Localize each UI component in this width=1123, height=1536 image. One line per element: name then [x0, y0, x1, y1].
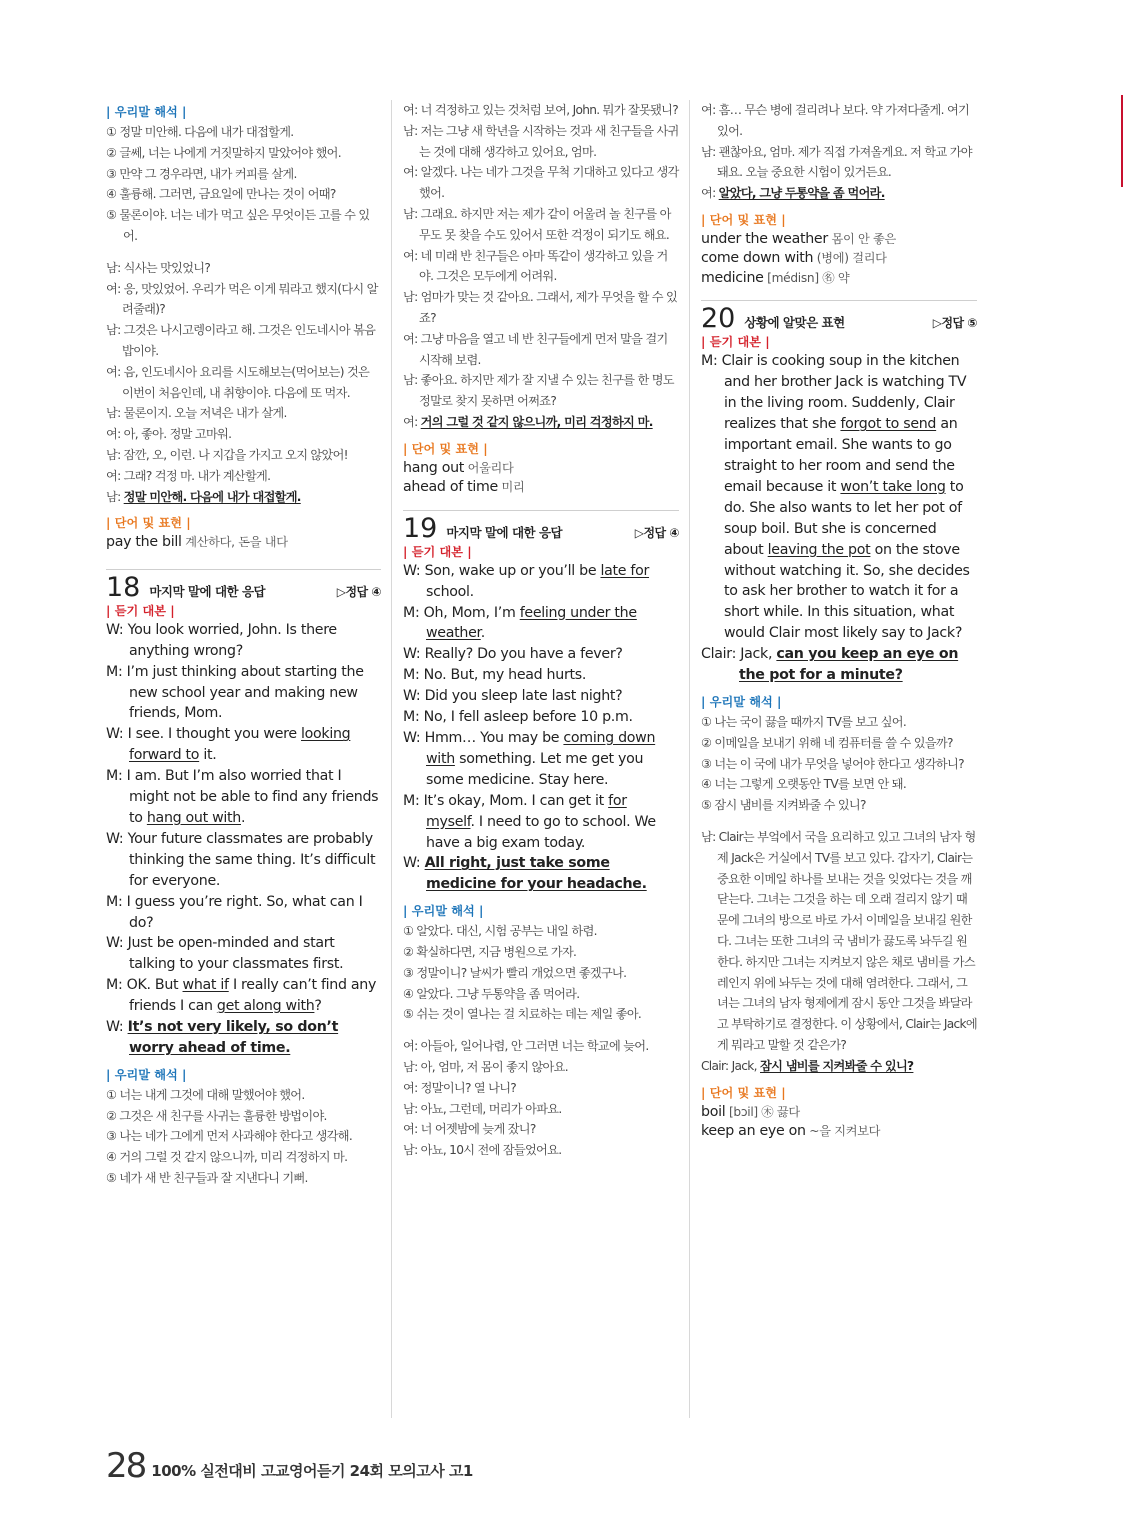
choice-item: ④ 훌륭해. 그러면, 금요일에 만나는 것이 어때?	[106, 187, 336, 202]
korean-script-17	[106, 258, 381, 508]
listening-script-header: | 듣기 대본 |	[106, 603, 175, 618]
translation-header: | 우리말 해석 |	[106, 105, 187, 119]
english-script-18: W: You look worried, John. Is there anything wrong? M: I’m just thinking about starting the new school year and making new friends, Mom. W: I see. I thought you were looking forward to it. M: I am. But I’m also worried that I might not be able to find any friends to hang out with. W: Your future classmates are probably thinking the same thing. It’s difficult for everyone. M: I guess you’re right. So, what can I do? W: Just be open-minded and start talking to your classmates first. M: OK. But what if I really can’t find any friends I can get along with? W: It’s not very likely, so don’t worry ahead of time.	[106, 621, 379, 1056]
choice-item: ① 나는 국이 끓을 때까지 TV를 보고 싶어.	[701, 714, 907, 729]
korean-script-20	[701, 827, 977, 1077]
page-footer	[106, 1448, 473, 1484]
translation-header: | 우리말 해석 |	[701, 694, 782, 709]
vocab-item: keep an eye on ~을 지켜보다	[701, 1123, 881, 1140]
script-line: 남: 물론이지. 오늘 저녁은 내가 살게.	[106, 406, 287, 421]
script-line: 여: 그냥 마음을 열고 네 반 친구들에게 먼저 말을 걸기 시작해 보렴.	[403, 331, 668, 367]
script-line: 남: 저는 그냥 새 학년을 시작하는 것과 새 친구들을 사귀는 것에 대해 생각하고 있어요, 엄마.	[403, 123, 679, 159]
korean-script-19-end	[701, 100, 977, 204]
column-middle	[403, 100, 679, 1161]
choice-item: ② 확실하다면, 지금 병원으로 가자.	[403, 945, 577, 960]
script-line: 여: 그래? 걱정 마. 내가 계산할게.	[106, 468, 271, 483]
script-line: 여: 네 미래 반 친구들은 아마 똑같이 생각하고 있을 거야. 그것은 모두에게 어려워.	[403, 248, 668, 284]
choice-item: ① 정말 미안해. 다음에 내가 대접할게.	[106, 125, 294, 139]
section-number: 20	[701, 303, 736, 335]
vocab-item: hang out 어울리다	[403, 459, 514, 476]
choice-item: ① 알았다. 대신, 시험 공부는 내일 하렴.	[403, 924, 597, 939]
column-right	[701, 100, 977, 1142]
script-answer-line: Clair: Jack, 잠시 냄비를 지켜봐줄 수 있니?	[701, 1058, 914, 1073]
script-line: 남: 식사는 맛있었니?	[106, 260, 211, 275]
script-answer-line: 여: 알았다, 그냥 두통약을 좀 먹어라.	[701, 186, 885, 201]
english-script-20: M: Clair is cooking soup in the kitchen and her brother Jack is watching TV in the living room. Suddenly, Clair realizes that she forgot to send an important email. She wants to go straight to her room and send the email because it won’t take long to do. She also wants to let her pot of soup boil. But she is concerned about leaving the pot on the stove without watching it. So, she decides to ask her brother to watch it for a short while. In this situation, what would Clair most likely say to Jack? Clair: Jack, can you keep an eye on the pot for a minute?	[701, 353, 970, 684]
choice-item: ⑤ 물론이야. 너는 네가 먹고 싶은 무엇이든 고를 수 있어.	[106, 208, 370, 243]
column-divider	[391, 100, 392, 1418]
section-number: 18	[106, 571, 141, 603]
vocab-item: medicine [médisn] ㊔ 약	[701, 269, 850, 286]
script-answer-line: 여: 거의 그럴 것 같지 않으니까, 미리 걱정하지 마.	[403, 414, 653, 429]
script-line: 여: 응, 맛있었어. 우리가 먹은 이게 뭐라고 했지(다시 알려줄래)?	[106, 281, 378, 317]
listening-script-header: | 듣기 대본 |	[403, 544, 472, 559]
choice-item: ① 너는 내게 그것에 대해 말했어야 했어.	[106, 1087, 305, 1102]
section-18-header	[106, 569, 381, 602]
vocab-header: | 단어 및 표현 |	[701, 212, 786, 227]
vocab-item: come down with (병에) 걸리다	[701, 250, 887, 267]
choice-item: ④ 너는 그렇게 오랫동안 TV를 보면 안 돼.	[701, 777, 907, 792]
answer-badge: ▷정답 ⑤	[932, 316, 977, 331]
section-title: 상황에 알맞은 표현	[744, 315, 845, 331]
script-line: 여: 너 어젯밤에 늦게 잤니?	[403, 1122, 536, 1137]
script-line: 남: 아, 엄마, 저 몸이 좋지 않아요.	[403, 1060, 568, 1075]
korean-script-19	[403, 1036, 679, 1161]
korean-script-18	[403, 100, 679, 433]
choice-item: ③ 만약 그 경우라면, 내가 커피를 살게.	[106, 166, 297, 181]
script-line: 여: 너 걱정하고 있는 것처럼 보여, John. 뭐가 잘못됐니?	[403, 103, 679, 117]
script-line: 남: Clair는 부엌에서 국을 요리하고 있고 그녀의 남자 형제 Jack은 거실에서 TV를 보고 있다. 갑자기, Clair는 중요한 이메일 하나를 보내는 것을 잊었다는 것을 깨닫는다. 그녀는 그것을 하는 데 오래 걸리지 않기 때문에 그녀의 방으로 바로 가서 이메일을 보내길 원한다. 그녀는 또한 그녀의 국 냄비가 끓도록 놔두길 원한다. 하지만 그녀는 지켜보지 않은 채로 냄비를 가스레인지 위에 놔두는 것에 대해 염려한다. 그래서, 그녀는 그녀의 남자 형제에게 잠시 동안 그것을 봐달라고 부탁하기로 결정한다. 이 상황에서, Clair는 Jack에게 뭐라고 말할 것 같은가?	[701, 829, 977, 1052]
section-title: 마지막 말에 대한 응답	[149, 583, 266, 599]
section-title: 마지막 말에 대한 응답	[446, 524, 563, 540]
choice-list-18	[106, 1085, 381, 1189]
choice-item: ⑤ 잠시 냄비를 지켜봐줄 수 있니?	[701, 798, 866, 813]
choice-list-19	[403, 921, 679, 1025]
choice-item: ② 그것은 새 친구를 사귀는 훌륭한 방법이야.	[106, 1108, 327, 1123]
choice-list-20	[701, 712, 977, 816]
script-line: 여: 알겠다. 나는 네가 그것을 무척 기대하고 있다고 생각했어.	[403, 165, 679, 201]
vocab-item: under the weather 몸이 안 좋은	[701, 230, 896, 247]
listening-script-header: | 듣기 대본 |	[701, 335, 770, 350]
choice-item: ③ 너는 이 국에 내가 무엇을 넣어야 한다고 생각하니?	[701, 756, 964, 771]
script-line: 여: 음, 인도네시아 요리를 시도해보는(먹어보는) 것은 이번이 처음인데, 내 취향이야. 다음에 또 먹자.	[106, 364, 370, 400]
script-line: 남: 아뇨, 그런데, 머리가 아파요.	[403, 1101, 562, 1116]
answer-badge: ▷정답 ④	[336, 584, 381, 599]
book-title: 100% 실전대비 고교영어듣기 24회 모의고사 고1	[151, 1462, 473, 1480]
choice-item: ③ 나는 네가 그에게 먼저 사과해야 한다고 생각해.	[106, 1129, 353, 1144]
script-line: 여: 아, 좋아. 정말 고마워.	[106, 427, 232, 442]
answer-badge: ▷정답 ④	[634, 525, 679, 540]
script-line: 여: 흠… 무슨 병에 걸리려나 보다. 약 가져다줄게. 여기 있어.	[701, 103, 970, 138]
script-line: 남: 좋아요. 하지만 제가 잘 지낼 수 있는 친구를 한 명도 정말로 찾지 못하면 어쩌죠?	[403, 373, 674, 409]
section-number: 19	[403, 512, 438, 544]
vocab-item: boil [bɔil] ㊍ 끓다	[701, 1103, 800, 1120]
script-line: 남: 괜찮아요, 엄마. 제가 직접 가져올게요. 저 학교 가야 돼요. 오늘 중요한 시험이 있거든요.	[701, 144, 972, 180]
vocab-item: pay the bill 계산하다, 돈을 내다	[106, 534, 288, 551]
script-line: 여: 아들아, 일어나렴, 안 그러면 너는 학교에 늦어.	[403, 1039, 649, 1054]
page-number: 28	[106, 1446, 146, 1486]
choice-item: ⑤ 쉬는 것이 열나는 걸 치료하는 데는 제일 좋아.	[403, 1007, 642, 1022]
vocab-header: | 단어 및 표현 |	[403, 441, 488, 456]
english-script-19: W: Son, wake up or you’ll be late for school. M: Oh, Mom, I’m feeling under the weather. W: Really? Do you have a fever? M: No. But, my head hurts. W: Did you sleep late last night? M: No, I fell asleep before 10 p.m. W: Hmm… You may be coming down with something. Let me get you some medicine. Stay here. M: It’s okay, Mom. I can get it for myself. I need to go to school. We have a big exam today. W: All right, just take some medicine for your headache.	[403, 562, 656, 893]
column-divider	[689, 100, 690, 1418]
vocab-header: | 단어 및 표현 |	[106, 516, 191, 531]
choice-item: ② 이메일을 보내기 위해 네 컴퓨터를 쓸 수 있을까?	[701, 735, 953, 750]
choice-item: ④ 알았다. 그냥 두통약을 좀 먹어라.	[403, 986, 580, 1001]
script-line: 남: 아뇨, 10시 전에 잠들었어요.	[403, 1143, 562, 1158]
section-19-header	[403, 510, 679, 543]
script-line: 여: 정말이니? 열 나니?	[403, 1080, 517, 1095]
script-line: 남: 그것은 나시고렝이라고 해. 그것은 인도네시아 볶음밥이야.	[106, 323, 376, 358]
script-line: 남: 잠깐, 오, 이런. 나 지갑을 가지고 오지 않았어!	[106, 447, 348, 462]
section-20-header	[701, 300, 977, 333]
choice-item: ② 글쎄, 너는 나에게 거짓말하지 말았어야 했어.	[106, 145, 341, 160]
script-line: 남: 그래요. 하지만 저는 제가 같이 어울려 놀 친구를 아무도 못 찾을 수도 있어서 또한 걱정이 되기도 해요.	[403, 206, 671, 242]
script-line: 남: 엄마가 맞는 것 같아요. 그래서, 제가 무엇을 할 수 있죠?	[403, 290, 678, 325]
vocab-item: ahead of time 미리	[403, 479, 525, 496]
choice-list-17	[106, 122, 381, 247]
choice-item: ③ 정말이니? 날씨가 빨리 개었으면 좋겠구나.	[403, 965, 627, 980]
translation-header: | 우리말 해석 |	[106, 1067, 187, 1082]
column-left	[106, 100, 381, 1189]
translation-header: | 우리말 해석 |	[403, 904, 484, 919]
vocab-header: | 단어 및 표현 |	[701, 1085, 786, 1100]
script-answer-line: 남: 정말 미안해. 다음에 내가 대접할게.	[106, 489, 301, 504]
choice-item: ④ 거의 그럴 것 같지 않으니까, 미리 걱정하지 마.	[106, 1150, 348, 1165]
choice-item: ⑤ 네가 새 반 친구들과 잘 지낸다니 기뻐.	[106, 1171, 308, 1186]
